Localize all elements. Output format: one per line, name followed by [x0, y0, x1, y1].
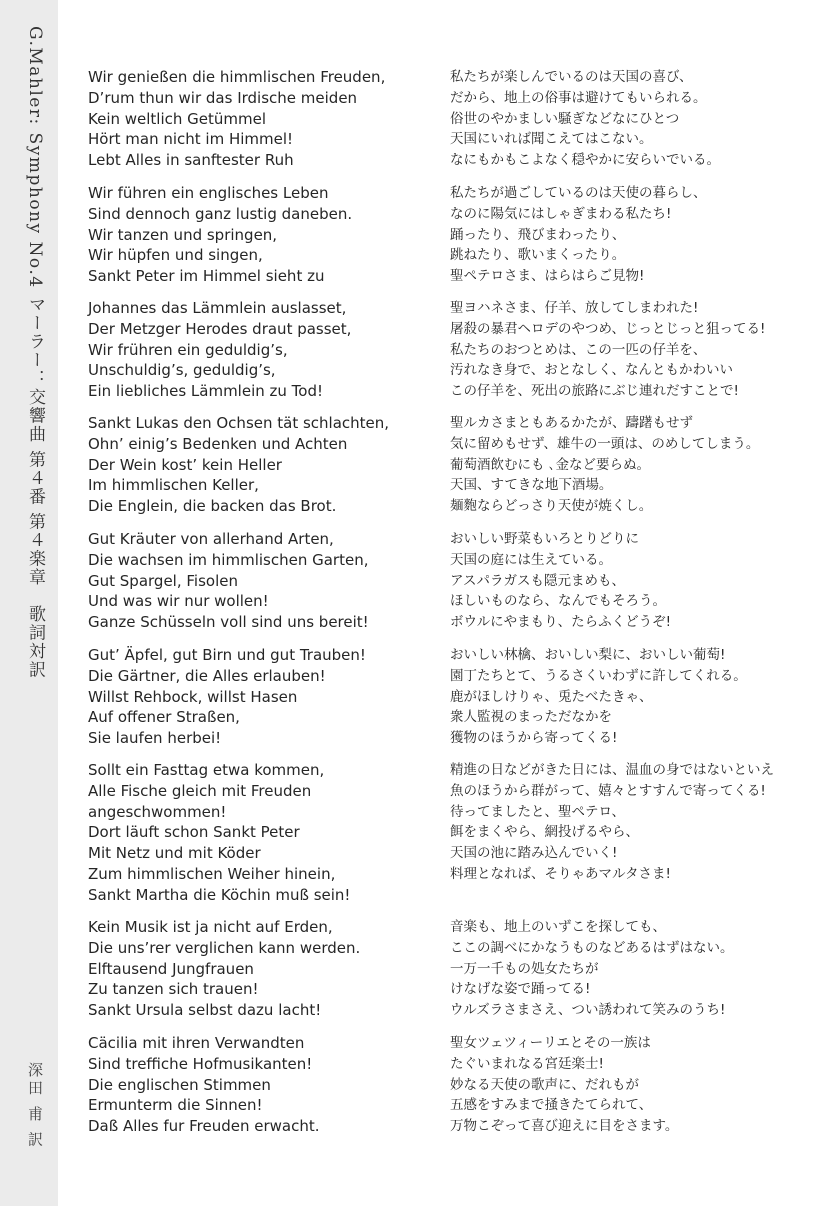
- german-line: Kein Musik ist ja nicht auf Erden,: [88, 918, 333, 936]
- japanese-text: [450, 529, 835, 633]
- japanese-line: 万物こぞって喜び迎えに目をさます。: [450, 1118, 679, 1135]
- german-line: Auf offener Straßen,: [88, 708, 240, 727]
- german-line: Im himmlischen Keller,: [88, 476, 259, 495]
- german-line: Ermunterm die Sinnen!: [88, 1096, 263, 1115]
- japanese-line: 一万一千もの処女たちが: [450, 960, 599, 977]
- japanese-line: 五感をすみまで掻きたてられて、: [450, 1097, 653, 1114]
- japanese-line: この仔羊を、死出の旅路にぶじ連れだすことで!: [450, 383, 739, 400]
- japanese-line: 衆人監視のまっただなかを: [450, 709, 612, 726]
- japanese-line: なにもかもこよなく穏やかに安らいでいる。: [450, 152, 720, 169]
- japanese-line: アスパラガスも隠元まめも、: [450, 572, 625, 589]
- sidebar-title: G.Mahler: Symphony No.4 マーラー：交響曲 第４番 第４楽章 歌詞対訳: [25, 26, 45, 680]
- japanese-line: 天国の庭には生えている。: [450, 551, 612, 568]
- german-line: Lebt Alles in sanftester Ruh: [88, 151, 294, 170]
- german-line: Wir frühren ein geduldig’s,: [88, 340, 288, 359]
- german-text: [88, 298, 428, 402]
- german-line: Der Metzger Herodes draut passet,: [88, 319, 352, 338]
- german-text: [88, 413, 428, 517]
- german-line: Sankt Martha die Köchin muß sein!: [88, 885, 351, 904]
- german-text: [88, 760, 428, 906]
- japanese-line: 天国、すてきな地下酒場。: [450, 477, 613, 494]
- german-line: Gut Spargel, Fisolen: [88, 571, 238, 590]
- german-text: [88, 645, 428, 749]
- japanese-line: 汚れなき身で、おとなしく、なんともかわいい: [450, 362, 733, 379]
- japanese-text: [450, 67, 835, 171]
- japanese-text: [450, 1033, 835, 1137]
- japanese-line: 聖ルカさまともあるかたが、躊躇もせず: [450, 415, 693, 431]
- german-line: Sind treffiche Hofmusikanten!: [88, 1054, 313, 1073]
- german-line: Ohn’ einig’s Bedenken und Achten: [88, 434, 348, 453]
- japanese-line: なのに陽気にはしゃぎまわる私たち!: [450, 205, 672, 222]
- german-line: Ganze Schüsseln voll sind uns bereit!: [88, 613, 369, 632]
- german-line: Hört man nicht im Himmel!: [88, 130, 294, 149]
- japanese-line: 私たちが過ごしているのは天使の暮らし、: [450, 185, 707, 201]
- german-text: [88, 1033, 428, 1137]
- japanese-line: だから、地上の俗事は避けてもいられる。: [450, 89, 707, 106]
- sidebar: [0, 0, 58, 1206]
- japanese-line: ボウルにやまもり、たらふくどうぞ!: [450, 614, 672, 631]
- german-line: Wir hüpfen und singen,: [88, 246, 263, 265]
- japanese-line: 私たちのおつとめは、この一匹の仔羊を、: [450, 341, 707, 358]
- japanese-line: けなげな姿で踊ってる!: [450, 981, 591, 998]
- german-line: Sankt Lukas den Ochsen tät schlachten,: [88, 414, 390, 432]
- german-text: [88, 67, 428, 171]
- japanese-line: 園丁たちとて、うるさくいわずに許してくれる。: [450, 667, 747, 684]
- german-line: Ein liebliches Lämmlein zu Tod!: [88, 382, 323, 401]
- japanese-line: 葡萄酒飲むにも ､金など要らぬ。: [450, 456, 651, 473]
- japanese-line: ほしいものなら、なんでもそろう。: [450, 593, 666, 610]
- japanese-line: 屠殺の暴君ヘロデのやつめ、じっとじっと狙ってる!: [450, 320, 766, 337]
- japanese-line: 精進の日などがきた日には、温血の身ではないといえ: [450, 762, 774, 778]
- german-line: Der Wein kost’ kein Heller: [88, 455, 282, 474]
- german-line: Sind dennoch ganz lustig daneben.: [88, 204, 353, 223]
- japanese-line: 跳ねたり、歌いまくったり。: [450, 247, 626, 264]
- german-line: Daß Alles fur Freuden erwacht.: [88, 1117, 320, 1136]
- japanese-line: 音楽も、地上のいずこを探しても、: [450, 919, 666, 935]
- japanese-line: ウルズラさまさえ、つい誘われて笑みのうち!: [450, 1002, 726, 1019]
- german-line: Sie laufen herbei!: [88, 729, 222, 748]
- german-line: Wir tanzen und springen,: [88, 225, 278, 244]
- german-line: Mit Netz und mit Köder: [88, 844, 261, 863]
- german-line: Gut Kräuter von allerhand Arten,: [88, 530, 334, 548]
- japanese-text: [450, 917, 835, 1021]
- german-line: D’rum thun wir das Irdische meiden: [88, 88, 358, 107]
- german-line: angeschwommen!: [88, 802, 227, 821]
- german-text: [88, 917, 428, 1021]
- german-line: Unschuldig’s, geduldig’s,: [88, 361, 276, 380]
- japanese-text: [450, 645, 835, 749]
- japanese-line: おいしい林檎、おいしい梨に、おいしい葡萄!: [450, 647, 726, 663]
- japanese-line: 聖ペテロさま、はらはらご見物!: [450, 268, 645, 285]
- german-line: Sankt Ursula selbst dazu lacht!: [88, 1001, 322, 1020]
- japanese-line: 気に留めもせず、雄牛の一頭は、のめしてしまう。: [450, 435, 760, 452]
- german-line: Kein weltlich Getümmel: [88, 109, 267, 128]
- german-line: Johannes das Lämmlein auslasset,: [88, 299, 347, 317]
- german-line: Sankt Peter im Himmel sieht zu: [88, 267, 325, 286]
- japanese-line: 待ってましたと、聖ペテロ、: [450, 803, 625, 820]
- japanese-line: 獲物のほうから寄ってくる!: [450, 730, 618, 747]
- german-line: Und was wir nur wollen!: [88, 592, 269, 611]
- german-line: Elftausend Jungfrauen: [88, 959, 254, 978]
- japanese-line: 踊ったり、飛びまわったり、: [450, 226, 626, 243]
- japanese-text: [450, 298, 835, 402]
- japanese-line: 麺麭ならどっさり天使が焼くし。: [450, 498, 653, 515]
- german-line: Zum himmlischen Weiher hinein,: [88, 864, 336, 883]
- german-line: Wir genießen die himmlischen Freuden,: [88, 68, 386, 86]
- german-line: Die uns’rer verglichen kann werden.: [88, 938, 361, 957]
- german-line: Gut’ Äpfel, gut Birn und gut Trauben!: [88, 646, 366, 664]
- japanese-line: 魚のほうから群がって、嬉々とすすんで寄ってくる!: [450, 782, 766, 799]
- translator-credit: 深田 甫 訳: [26, 1062, 44, 1150]
- german-line: Die englischen Stimmen: [88, 1075, 271, 1094]
- japanese-line: 聖女ツェツィーリエとその一族は: [450, 1035, 651, 1051]
- japanese-line: おいしい野菜もいろとりどりに: [450, 531, 639, 547]
- japanese-line: 鹿がほしけりゃ、兎たべたきゃ、: [450, 688, 653, 705]
- japanese-text: [450, 413, 835, 517]
- german-text: [88, 183, 428, 287]
- german-line: Sollt ein Fasttag etwa kommen,: [88, 761, 325, 779]
- japanese-line: 餌をまくやら、網投げるやら、: [450, 824, 639, 841]
- japanese-line: 天国の池に踏み込んでいく!: [450, 845, 618, 862]
- german-text: [88, 529, 428, 633]
- japanese-line: 妙なる天使の歌声に、だれもが: [450, 1076, 639, 1093]
- japanese-line: ここの調べにかなうものなどあるはずはない。: [450, 939, 734, 956]
- german-line: Alle Fische gleich mit Freuden: [88, 781, 312, 800]
- german-line: Cäcilia mit ihren Verwandten: [88, 1034, 305, 1052]
- japanese-line: 聖ヨハネさま、仔羊、放してしまわれた!: [450, 300, 699, 316]
- german-line: Willst Rehbock, willst Hasen: [88, 687, 298, 706]
- japanese-text: [450, 760, 835, 885]
- german-line: Die Gärtner, die Alles erlauben!: [88, 666, 326, 685]
- german-line: Die wachsen im himmlischen Garten,: [88, 550, 369, 569]
- german-line: Zu tanzen sich trauen!: [88, 980, 259, 999]
- japanese-line: たぐいまれなる宮廷楽士!: [450, 1055, 604, 1072]
- japanese-line: 俗世のやかましい騒ぎなどなにひとつ: [450, 110, 680, 127]
- japanese-line: 料理となれば、そりゃあマルタさま!: [450, 865, 671, 882]
- japanese-text: [450, 183, 835, 287]
- german-line: Wir führen ein englisches Leben: [88, 184, 329, 202]
- german-line: Dort läuft schon Sankt Peter: [88, 823, 300, 842]
- japanese-line: 天国にいれば聞こえてはこない。: [450, 131, 653, 148]
- japanese-line: 私たちが楽しんでいるのは天国の喜び、: [450, 69, 693, 85]
- german-line: Die Englein, die backen das Brot.: [88, 497, 337, 516]
